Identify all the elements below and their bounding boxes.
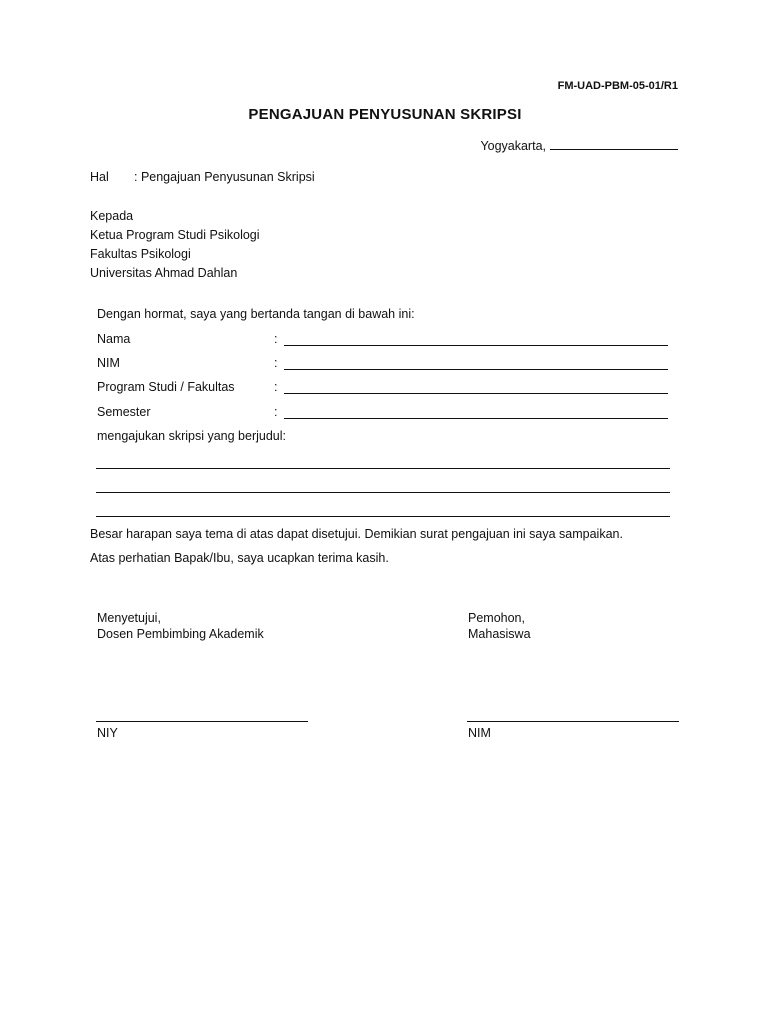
- document-title: PENGAJUAN PENYUSUNAN SKRIPSI: [248, 106, 522, 123]
- thanks-paragraph: Atas perhatian Bapak/Ibu, saya ucapkan terima kasih.: [90, 551, 389, 565]
- greeting: Dengan hormat, saya yang bertanda tangan di bawah ini:: [97, 307, 415, 321]
- thesis-intro: mengajukan skripsi yang berjudul:: [97, 429, 286, 443]
- approver-role: Dosen Pembimbing Akademik: [97, 627, 264, 641]
- recipient-line: Ketua Program Studi Psikologi: [90, 228, 260, 242]
- approver-signature-line[interactable]: [96, 720, 308, 722]
- field-colon: :: [274, 332, 278, 346]
- field-colon: :: [274, 356, 278, 370]
- field-input-nim[interactable]: [284, 368, 668, 370]
- field-colon: :: [274, 380, 278, 394]
- approver-id-label: NIY: [97, 726, 118, 740]
- recipient-line: Kepada: [90, 209, 134, 223]
- field-colon: :: [274, 405, 278, 419]
- field-label-semester: Semester: [97, 405, 151, 419]
- closing-paragraph: Besar harapan saya tema di atas dapat disetujui. Demikian surat pengajuan ini saya sampaikan.: [90, 527, 623, 541]
- approver-block: [97, 610, 264, 642]
- subject-value: : Pengajuan Penyusunan Skripsi: [134, 170, 315, 184]
- thesis-title-line[interactable]: [96, 491, 670, 493]
- applicant-id-label: NIM: [468, 726, 491, 740]
- field-input-semester[interactable]: [284, 417, 668, 419]
- recipient-address: [90, 207, 260, 283]
- thesis-title-line[interactable]: [96, 515, 670, 517]
- subject-label: Hal: [90, 170, 109, 184]
- place-date: [480, 137, 678, 153]
- recipient-line: Fakultas Psikologi: [90, 247, 191, 261]
- date-blank-line[interactable]: [550, 137, 678, 150]
- thesis-title-line[interactable]: [96, 467, 670, 469]
- field-label-nim: NIM: [97, 356, 120, 370]
- applicant-role: Mahasiswa: [468, 627, 531, 641]
- applicant-signature-line[interactable]: [467, 720, 679, 722]
- form-code: FM-UAD-PBM-05-01/R1: [557, 80, 678, 92]
- field-label-nama: Nama: [97, 332, 131, 346]
- field-input-nama[interactable]: [284, 344, 668, 346]
- place-label: Yogyakarta,: [480, 139, 546, 153]
- field-label-program-studi: Program Studi / Fakultas: [97, 380, 235, 394]
- approver-label: Menyetujui,: [97, 611, 161, 625]
- applicant-label: Pemohon,: [468, 611, 525, 625]
- recipient-line: Universitas Ahmad Dahlan: [90, 266, 238, 280]
- applicant-block: [468, 610, 531, 642]
- field-input-program-studi[interactable]: [284, 392, 668, 394]
